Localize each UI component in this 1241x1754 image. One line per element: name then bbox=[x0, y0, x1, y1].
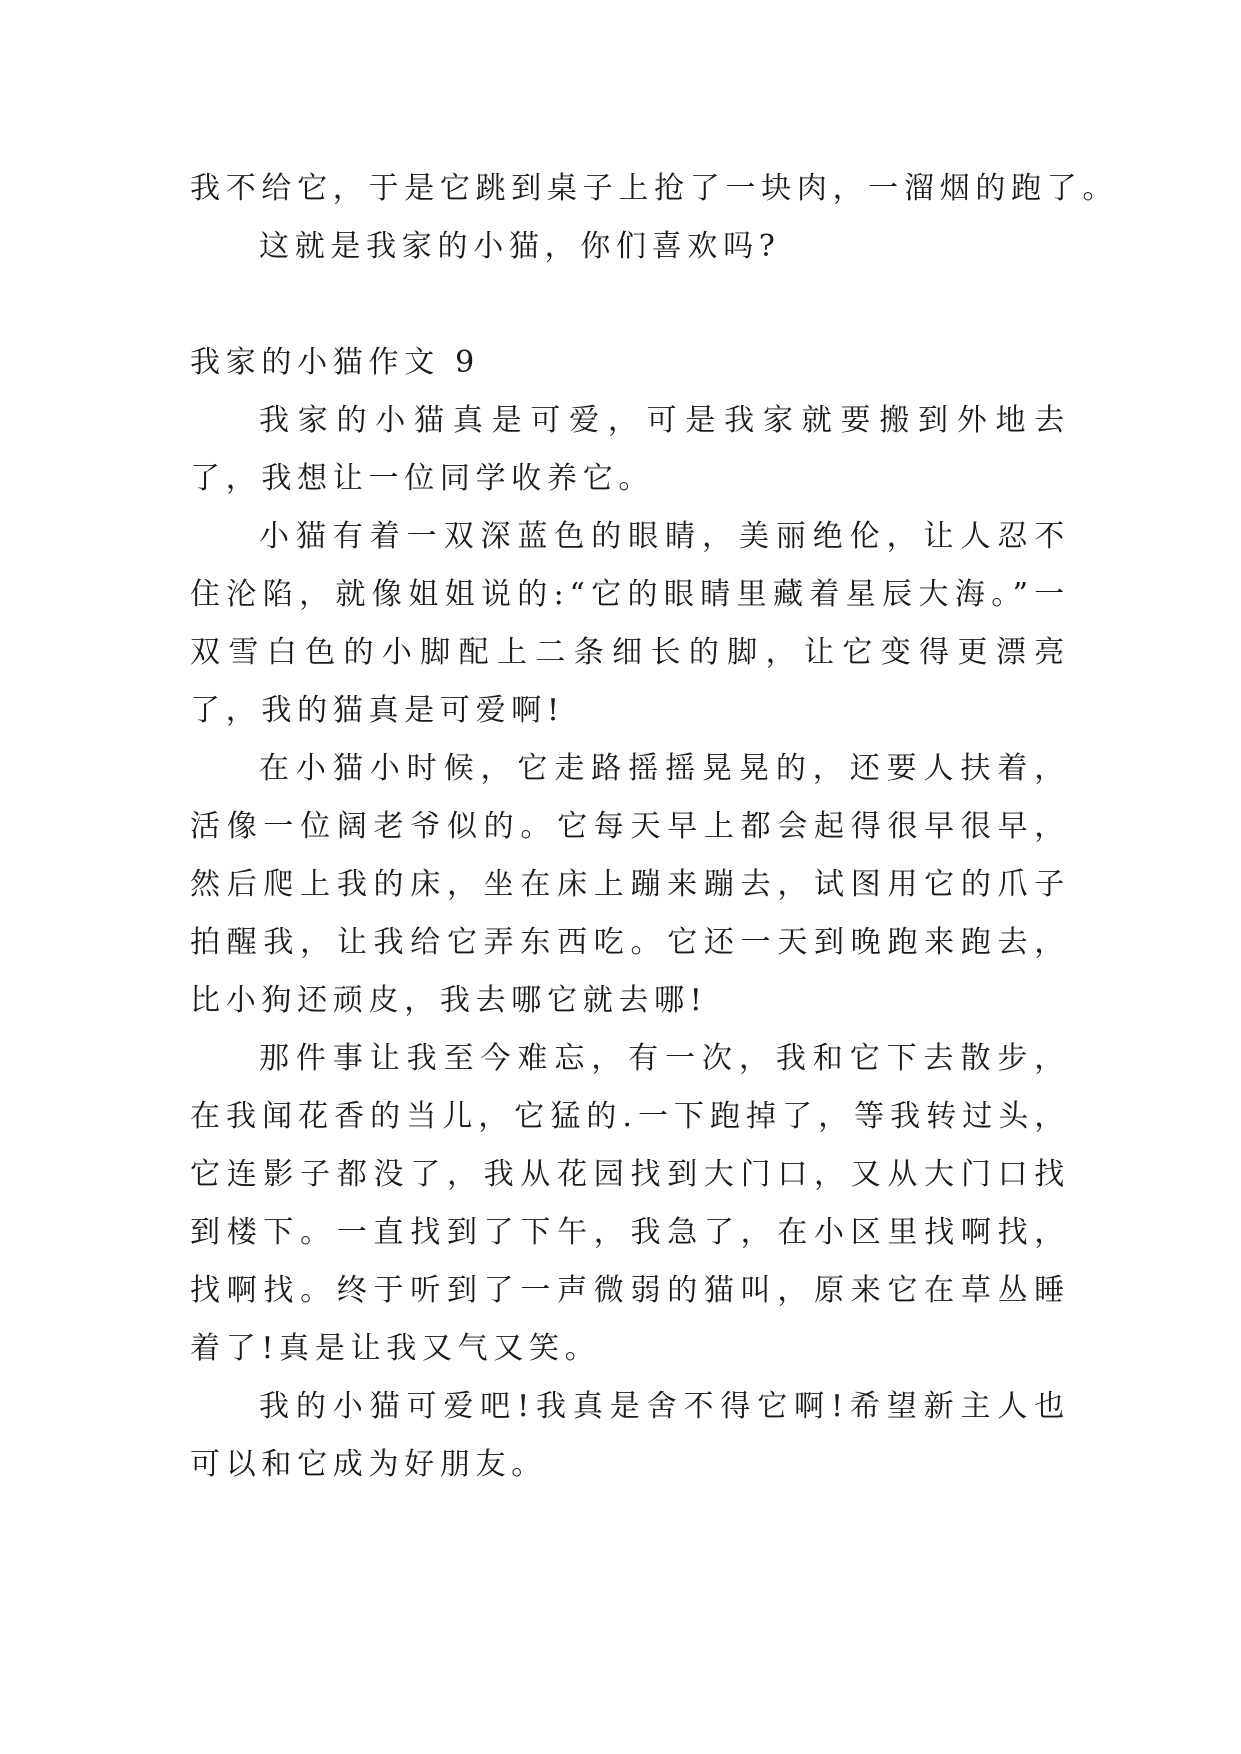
paragraph-3: 在小猫小时候，它走路摇摇晃晃的，还要人扶着，活像一位阔老爷似的。它每天早上都会起得很早很早，然后爬上我的床，坐在床上蹦来蹦去，试图用它的爪子拍醒我，让我给它弄东西吃。它还一天到晚跑来跑去，比小狗还顽皮，我去哪它就去哪! bbox=[190, 751, 1070, 1018]
essay-heading: 我家的小猫作文 9 bbox=[190, 345, 480, 380]
paragraph-4: 那件事让我至今难忘，有一次，我和它下去散步，在我闻花香的当儿，它猛的.一下跑掉了，等我转过头，它连影子都没了，我从花园找到大门口，又从大门口找到楼下。一直找到了下午，我急了，在小区里找啊找，找啊找。终于听到了一声微弱的猫叫，原来它在草丛睡着了!真是让我又气又笑。 bbox=[190, 1041, 1070, 1366]
paragraph-continued: 我不给它，于是它跳到桌子上抢了一块肉，一溜烟的跑了。 bbox=[190, 171, 1119, 206]
paragraph-closing-question: 这就是我家的小猫，你们喜欢吗? bbox=[259, 229, 781, 264]
document-body bbox=[190, 160, 1119, 1494]
paragraph-5: 我的小猫可爱吧!我真是舍不得它啊!希望新主人也可以和它成为好朋友。 bbox=[190, 1389, 1070, 1482]
paragraph-1: 我家的小猫真是可爱，可是我家就要搬到外地去了，我想让一位同学收养它。 bbox=[190, 403, 1070, 496]
paragraph-2: 小猫有着一双深蓝色的眼睛，美丽绝伦，让人忍不住沦陷，就像姐姐说的:“它的眼睛里藏着星辰大海。”一双雪白色的小脚配上二条细长的脚，让它变得更漂亮了，我的猫真是可爱啊! bbox=[190, 519, 1070, 728]
paragraph-spacer bbox=[190, 276, 1070, 334]
